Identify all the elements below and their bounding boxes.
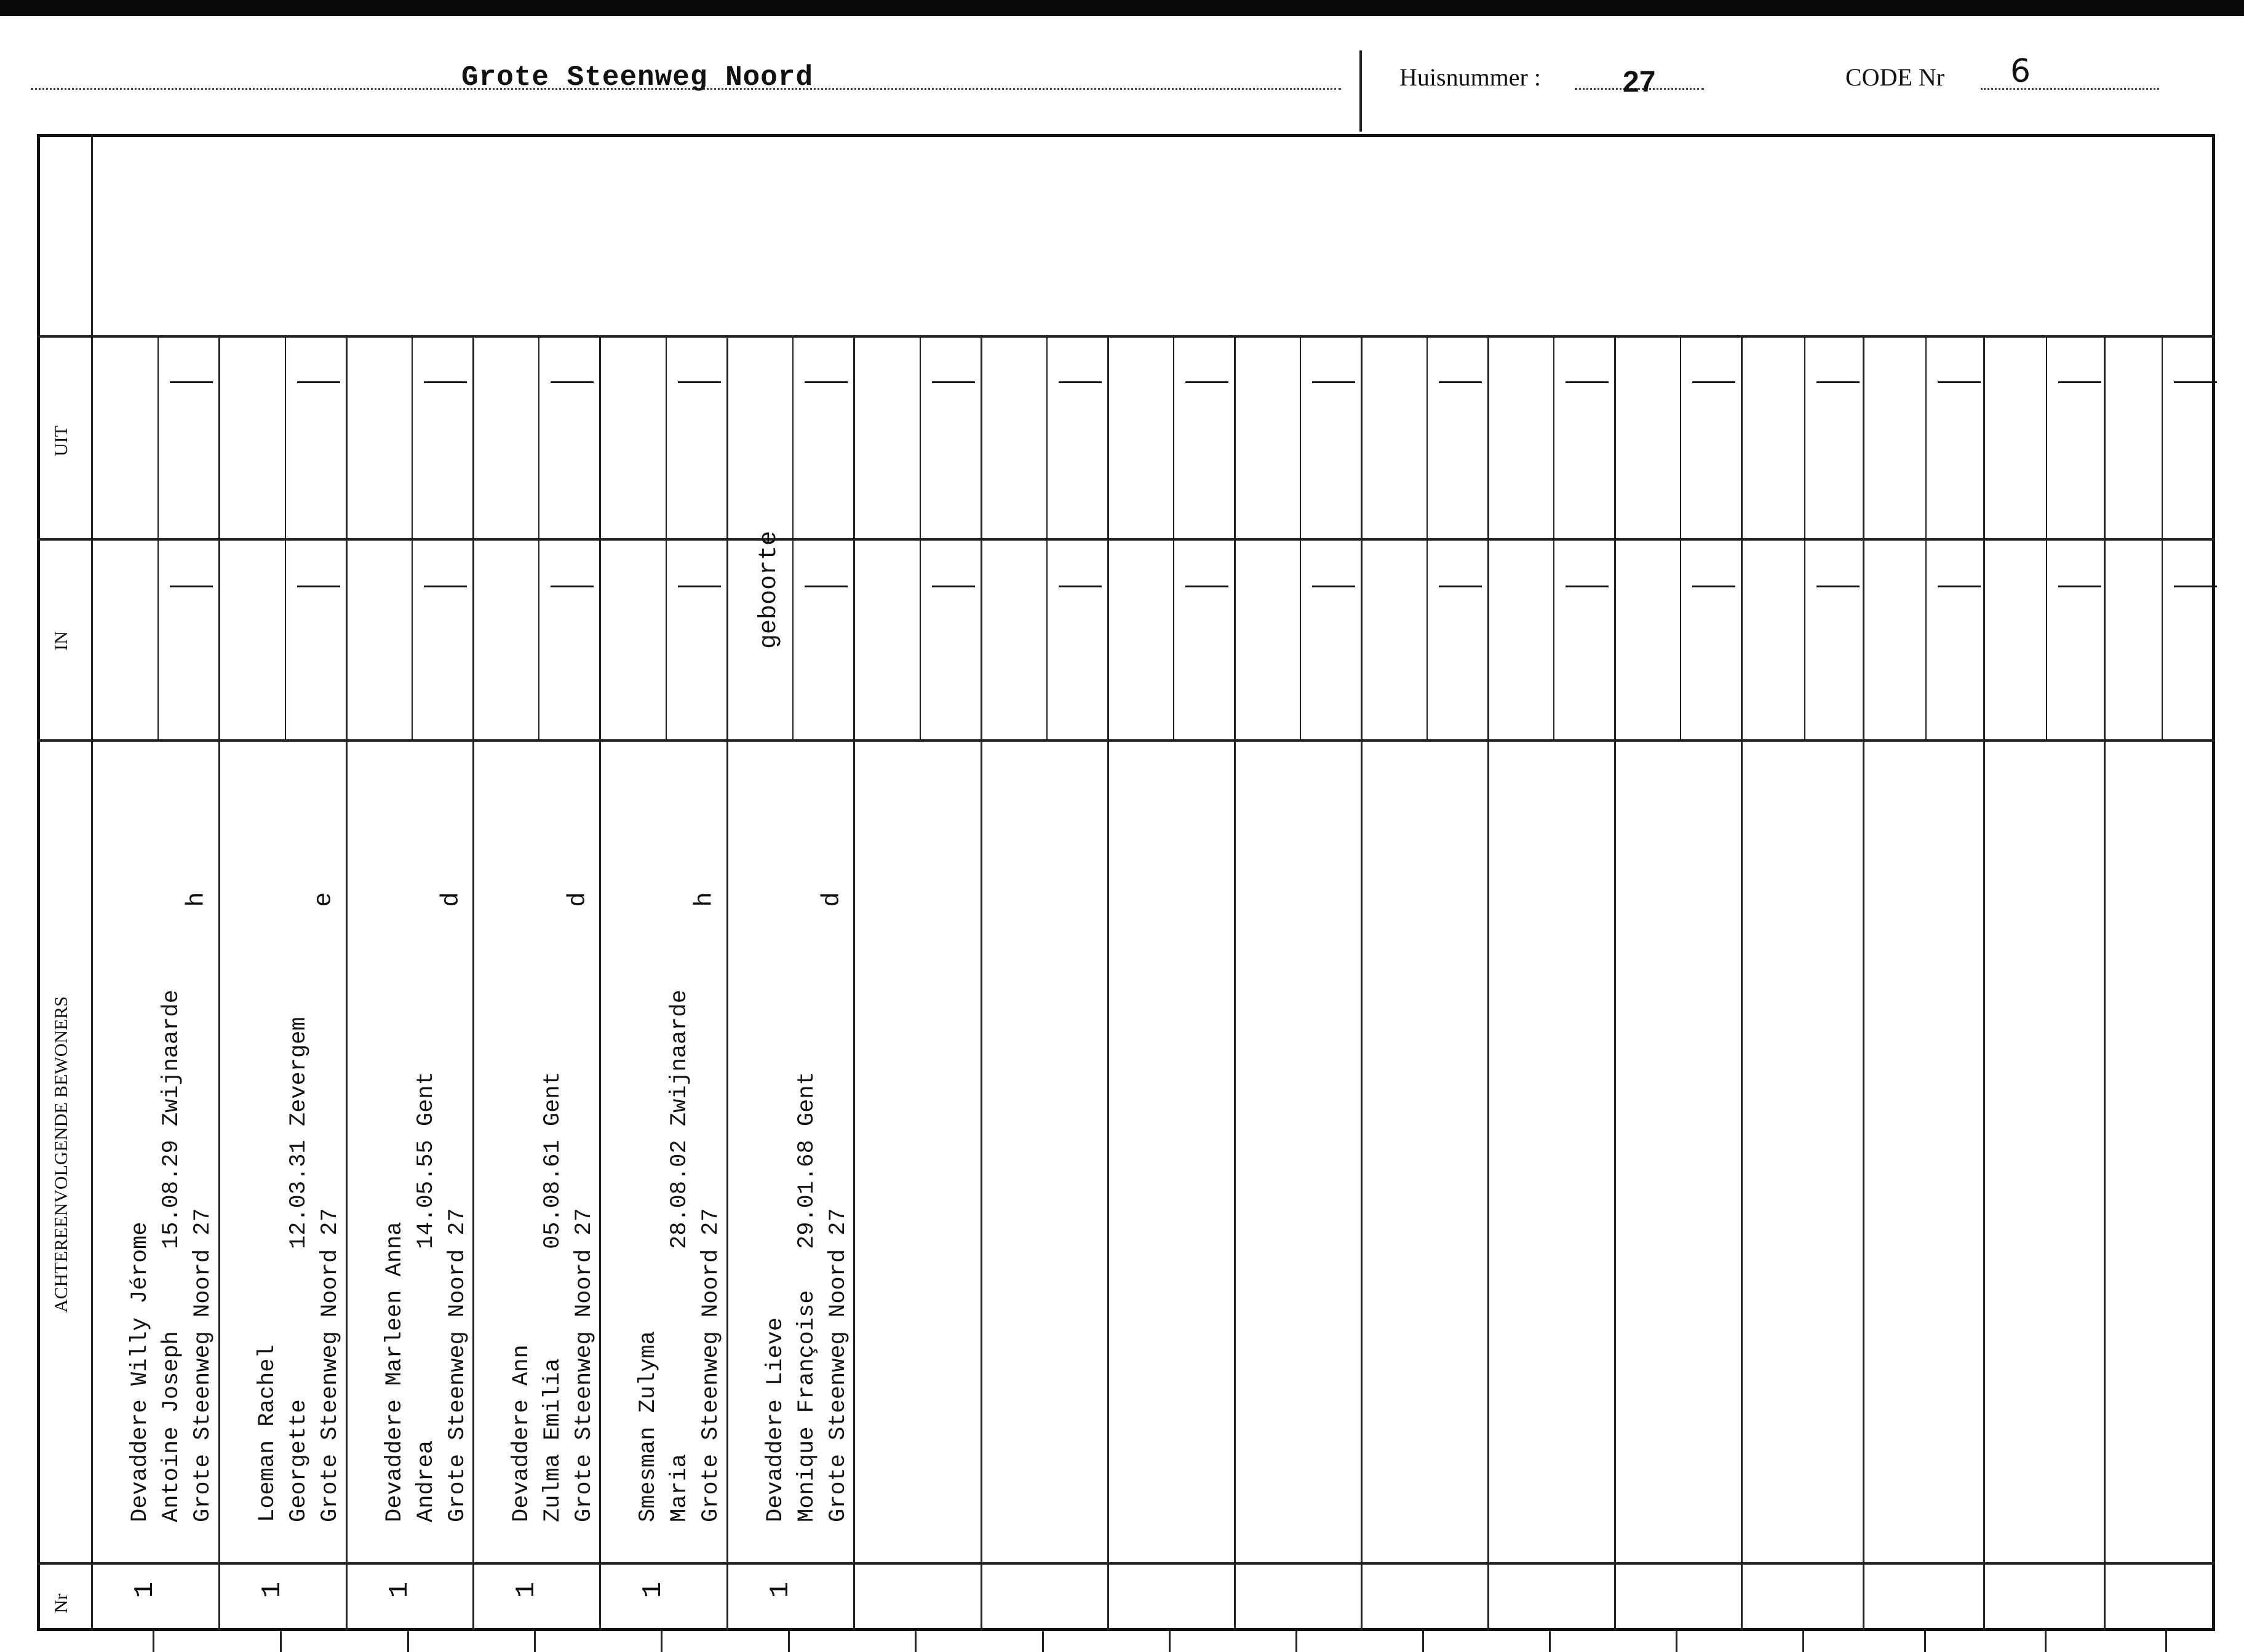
column-divider [1741,335,1743,1631]
empty-entry-dash [1938,381,1981,383]
resident-nr: 1 [130,1581,161,1598]
resident-line2: Andrea 14.05.55 Gent [413,1071,439,1522]
in-entry-geboorte: geboorte [755,530,783,649]
subcolumn-divider [1046,335,1048,739]
subcolumn-divider [2162,335,2163,739]
bottom-tick [2045,1631,2047,1652]
resident-line2: Antoine Joseph 15.08.29 Zwijnaarde [159,990,185,1522]
row-label-nr: Nr [51,1594,71,1613]
resident-line3: Grote Steenweg Noord 27 [190,1208,216,1522]
empty-entry-dash [1312,381,1355,383]
bottom-tick [534,1631,536,1652]
empty-entry-dash [1185,586,1228,587]
empty-entry-dash [170,586,213,587]
empty-entry-dash [1059,586,1102,587]
resident-line2: Monique Françoise 29.01.68 Gent [794,1071,820,1522]
empty-entry-dash [424,586,467,587]
row-label-in: IN [51,631,71,651]
bottom-tick [1802,1631,1804,1652]
resident-code-letter: h [691,892,719,907]
label-column-divider [91,134,93,1631]
resident-code-letter: d [818,892,846,907]
resident-line2: Zulma Emilia 05.08.61 Gent [540,1071,566,1522]
empty-entry-dash [1185,381,1228,383]
bottom-tick [661,1631,662,1652]
row-label-bewoners: ACHTEREENVOLGENDE BEWONERS [51,996,71,1313]
subcolumn-divider [157,335,159,739]
resident-line2: Georgette 12.03.31 Zevergem [286,1017,312,1522]
column-divider [1863,335,1864,1631]
bottom-tick [2165,1631,2167,1652]
subcolumn-divider [285,335,286,739]
column-divider [981,335,982,1631]
resident-line1: Devaddere Lieve [763,1317,789,1522]
subcolumn-divider [538,335,539,739]
empty-entry-dash [551,381,594,383]
column-divider [1234,335,1236,1631]
empty-entry-dash [1439,381,1482,383]
empty-entry-dash [1566,381,1609,383]
bottom-tick [1422,1631,1424,1652]
bottom-tick [1169,1631,1171,1652]
empty-entry-dash [805,586,848,587]
subcolumn-divider [666,335,667,739]
subcolumn-divider [1680,335,1681,739]
subcolumn-divider [2046,335,2047,739]
column-divider [1983,335,1985,1631]
bottom-tick [1924,1631,1926,1652]
subcolumn-divider [1300,335,1301,739]
row-divider-bewoners [37,739,2215,742]
empty-entry-dash [678,586,721,587]
register-table [37,134,2215,1631]
empty-entry-dash [2174,586,2217,587]
bottom-tick [915,1631,917,1652]
resident-line1: Loeman Rachel [255,1344,280,1522]
bottom-tick [1676,1631,1677,1652]
row-divider-in [37,538,2215,541]
subcolumn-divider [1426,335,1428,739]
row-label-uit: UIT [51,426,71,456]
bottom-tick [1549,1631,1551,1652]
subcolumn-divider [920,335,921,739]
column-divider [1361,335,1363,1631]
empty-entry-dash [297,586,340,587]
bottom-tick [1295,1631,1297,1652]
empty-entry-dash [1312,586,1355,587]
resident-text [125,990,216,1522]
resident-line1: Devaddere Willy Jérome [127,1221,153,1522]
resident-text [252,1017,343,1522]
resident-nr: 1 [384,1581,416,1598]
empty-entry-dash [1816,586,1860,587]
huisnummer-value: 27 [1623,66,1656,98]
empty-entry-dash [1816,381,1860,383]
huisnummer-label: Huisnummer : [1399,63,1541,91]
resident-nr: 1 [638,1581,669,1598]
empty-entry-dash [678,381,721,383]
empty-entry-dash [932,381,975,383]
code-value: 6 [2010,53,2031,90]
empty-entry-dash [551,586,594,587]
bottom-tick [407,1631,409,1652]
empty-entry-dash [1938,586,1981,587]
empty-entry-dash [932,586,975,587]
resident-text [760,1071,851,1522]
resident-code-letter: d [564,892,592,907]
resident-line3: Grote Steenweg Noord 27 [826,1208,851,1522]
resident-line2: Maria 28.08.02 Zwijnaarde [667,990,693,1522]
empty-entry-dash [1566,586,1609,587]
code-dotted-line [1981,88,2159,90]
subcolumn-divider [412,335,413,739]
resident-line1: Devaddere Ann [509,1344,535,1522]
bottom-tick [788,1631,790,1652]
subcolumn-divider [1553,335,1554,739]
street-name: Grote Steenweg Noord [461,62,814,93]
empty-entry-dash [2058,381,2101,383]
column-divider [1107,335,1109,1631]
scan-top-edge [0,0,2244,16]
empty-entry-dash [424,381,467,383]
resident-code-letter: e [310,892,338,907]
subcolumn-divider [1173,335,1174,739]
resident-text [506,1071,597,1522]
resident-text [633,990,724,1522]
resident-nr: 1 [511,1581,543,1598]
resident-line1: Smesman Zulyma [635,1331,661,1522]
bottom-tick [153,1631,154,1652]
empty-entry-dash [2174,381,2217,383]
header-separator [1359,50,1362,132]
empty-entry-dash [170,381,213,383]
row-divider-uit [37,335,2215,338]
bottom-tick [1042,1631,1044,1652]
empty-entry-dash [2058,586,2101,587]
empty-entry-dash [805,381,848,383]
empty-entry-dash [1439,586,1482,587]
column-divider [2104,335,2106,1631]
row-divider-nr [37,1562,2215,1565]
resident-line1: Devaddere Marleen Anna [382,1221,408,1522]
empty-entry-dash [1059,381,1102,383]
resident-nr: 1 [257,1581,288,1598]
resident-code-letter: d [437,892,466,907]
resident-line3: Grote Steenweg Noord 27 [445,1208,471,1522]
resident-text [380,1071,471,1522]
resident-line3: Grote Steenweg Noord 27 [571,1208,597,1522]
column-divider [1487,335,1489,1631]
empty-entry-dash [297,381,340,383]
empty-entry-dash [1692,586,1735,587]
code-label: CODE Nr [1845,63,1945,91]
resident-line3: Grote Steenweg Noord 27 [698,1208,724,1522]
bottom-tick [280,1631,282,1652]
resident-line3: Grote Steenweg Noord 27 [317,1208,343,1522]
empty-entry-dash [1692,381,1735,383]
column-divider [1614,335,1616,1631]
subcolumn-divider [792,335,794,739]
subcolumn-divider [1804,335,1805,739]
resident-nr: 1 [765,1581,797,1598]
subcolumn-divider [1925,335,1927,739]
resident-code-letter: h [183,892,211,907]
